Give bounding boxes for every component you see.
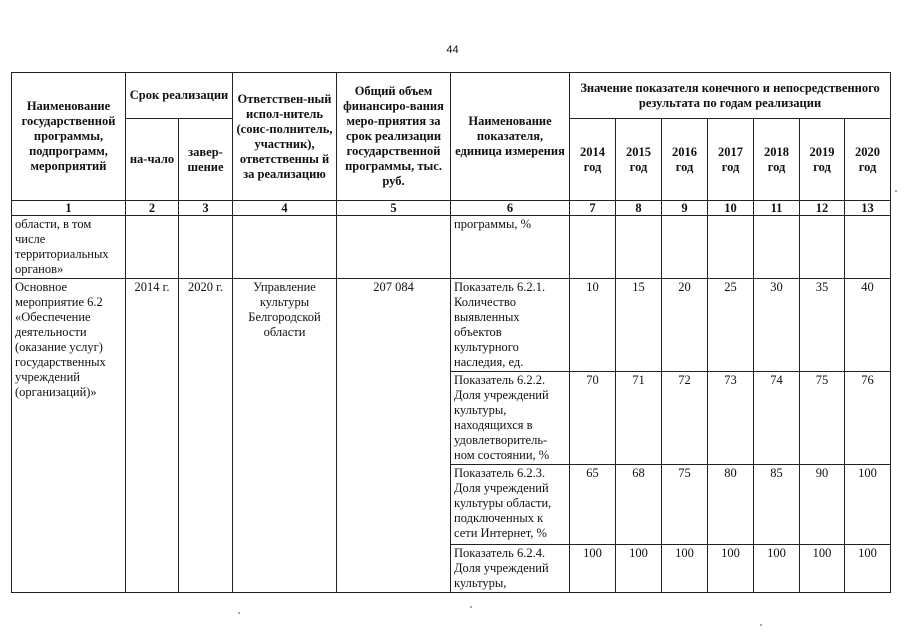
indicator-cell: Показатель 6.2.3. Доля учреждений культуры области, подключенных к сети Интернет, % bbox=[451, 465, 570, 545]
header-responsible: Ответствен-ный испол-нитель (соис-полнитель, участник), ответственны й за реализацию bbox=[233, 73, 337, 201]
value-cell: 25 bbox=[708, 279, 754, 372]
empty-cell bbox=[754, 216, 800, 279]
value-cell: 65 bbox=[570, 465, 616, 545]
program-table bbox=[11, 72, 891, 593]
column-number: 1 bbox=[12, 201, 126, 216]
indicator-row bbox=[12, 279, 891, 372]
column-number: 12 bbox=[800, 201, 845, 216]
header-year: 2018 год bbox=[754, 119, 800, 201]
header-start: на-чало bbox=[126, 119, 179, 201]
header-period: Срок реализации bbox=[126, 73, 233, 119]
empty-cell bbox=[337, 216, 451, 279]
value-cell: 40 bbox=[845, 279, 891, 372]
header-year: 2020 год bbox=[845, 119, 891, 201]
value-cell: 100 bbox=[662, 545, 708, 593]
page-number: 44 bbox=[446, 44, 459, 56]
column-number: 7 bbox=[570, 201, 616, 216]
program-cell: области, в том числе территориальных органов» bbox=[12, 216, 126, 279]
empty-cell bbox=[126, 216, 179, 279]
value-cell: 71 bbox=[616, 372, 662, 465]
empty-cell bbox=[570, 216, 616, 279]
column-number: 8 bbox=[616, 201, 662, 216]
value-cell: 10 bbox=[570, 279, 616, 372]
empty-cell bbox=[800, 216, 845, 279]
column-number: 4 bbox=[233, 201, 337, 216]
value-cell: 100 bbox=[845, 545, 891, 593]
value-cell: 20 bbox=[662, 279, 708, 372]
value-cell: 35 bbox=[800, 279, 845, 372]
column-number: 2 bbox=[126, 201, 179, 216]
header-end: завер-шение bbox=[179, 119, 233, 201]
value-cell: 30 bbox=[754, 279, 800, 372]
empty-cell bbox=[662, 216, 708, 279]
value-cell: 73 bbox=[708, 372, 754, 465]
header-year: 2014 год bbox=[570, 119, 616, 201]
column-number-row bbox=[12, 201, 891, 216]
empty-cell bbox=[616, 216, 662, 279]
indicator-cell: Показатель 6.2.4. Доля учреждений культуры, bbox=[451, 545, 570, 593]
indicator-cell: Показатель 6.2.2. Доля учреждений культуры, находящихся в удовлетворитель-ном состоянии, % bbox=[451, 372, 570, 465]
header-program: Наименование государственной программы, подпрограмм, мероприятий bbox=[12, 73, 126, 201]
value-cell: 100 bbox=[616, 545, 662, 593]
column-number: 10 bbox=[708, 201, 754, 216]
empty-cell bbox=[845, 216, 891, 279]
header-funding: Общий объем финансиро-вания меро-приятия за срок реализации государственной программы, тыс. руб. bbox=[337, 73, 451, 201]
value-cell: 90 bbox=[800, 465, 845, 545]
funding-cell: 207 084 bbox=[337, 279, 451, 593]
value-cell: 74 bbox=[754, 372, 800, 465]
value-cell: 80 bbox=[708, 465, 754, 545]
column-number: 5 bbox=[337, 201, 451, 216]
start-cell: 2014 г. bbox=[126, 279, 179, 593]
column-number: 6 bbox=[451, 201, 570, 216]
value-cell: 72 bbox=[662, 372, 708, 465]
responsible-cell: Управление культуры Белгородской области bbox=[233, 279, 337, 593]
indicator-cell: программы, % bbox=[451, 216, 570, 279]
value-cell: 100 bbox=[800, 545, 845, 593]
end-cell: 2020 г. bbox=[179, 279, 233, 593]
header-year: 2017 год bbox=[708, 119, 754, 201]
program-cell: Основное мероприятие 6.2 «Обеспечение деятельности (оказание услуг) государственных учреждений (организаций)» bbox=[12, 279, 126, 593]
scan-speck bbox=[895, 190, 897, 192]
value-cell: 68 bbox=[616, 465, 662, 545]
scan-speck bbox=[760, 624, 762, 626]
value-cell: 85 bbox=[754, 465, 800, 545]
column-number: 3 bbox=[179, 201, 233, 216]
header-year: 2015 год bbox=[616, 119, 662, 201]
value-cell: 75 bbox=[800, 372, 845, 465]
column-number: 13 bbox=[845, 201, 891, 216]
header-indicator: Наименование показателя, единица измерения bbox=[451, 73, 570, 201]
empty-cell bbox=[708, 216, 754, 279]
continuation-row bbox=[12, 216, 891, 279]
value-cell: 15 bbox=[616, 279, 662, 372]
header-year: 2019 год bbox=[800, 119, 845, 201]
value-cell: 75 bbox=[662, 465, 708, 545]
value-cell: 100 bbox=[708, 545, 754, 593]
empty-cell bbox=[233, 216, 337, 279]
value-cell: 100 bbox=[570, 545, 616, 593]
value-cell: 100 bbox=[754, 545, 800, 593]
value-cell: 70 bbox=[570, 372, 616, 465]
value-cell: 76 bbox=[845, 372, 891, 465]
column-number: 9 bbox=[662, 201, 708, 216]
scan-speck bbox=[470, 606, 472, 608]
column-number: 11 bbox=[754, 201, 800, 216]
empty-cell bbox=[179, 216, 233, 279]
header-year: 2016 год bbox=[662, 119, 708, 201]
scan-speck bbox=[238, 612, 240, 614]
header-values: Значение показателя конечного и непосредственного результата по годам реализации bbox=[570, 73, 891, 119]
value-cell: 100 bbox=[845, 465, 891, 545]
indicator-cell: Показатель 6.2.1. Количество выявленных объектов культурного наследия, ед. bbox=[451, 279, 570, 372]
header-row bbox=[12, 73, 891, 119]
